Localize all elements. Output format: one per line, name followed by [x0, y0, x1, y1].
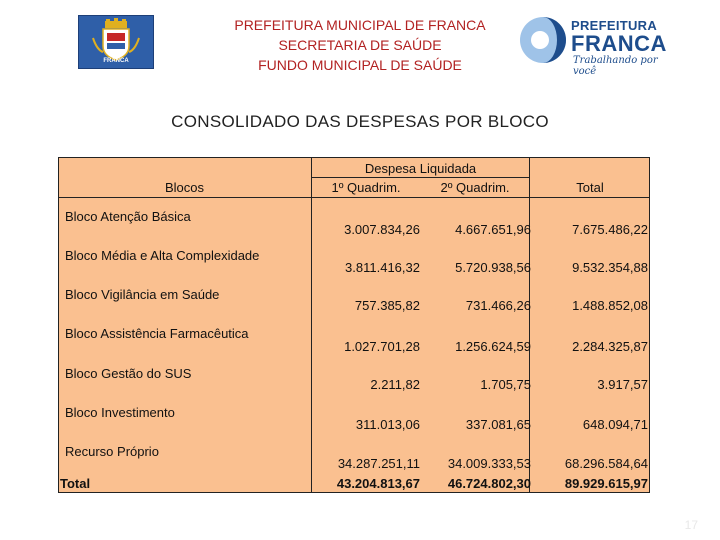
row-q1: 34.287.251,11	[337, 456, 420, 471]
crest-logo	[78, 15, 154, 69]
row-total: 9.532.354,88	[572, 260, 648, 275]
logo-line2: FRANCA	[571, 31, 667, 56]
total-label: Total	[60, 476, 91, 491]
header-q1: 1º Quadrim.	[331, 180, 401, 195]
row-q1: 3.811.416,32	[345, 260, 420, 275]
logo-tagline: Trabalhando por você	[573, 55, 658, 77]
row-total: 68.296.584,64	[564, 456, 648, 471]
row-total: 2.284.325,87	[572, 339, 648, 354]
row-total: 3.917,57	[597, 377, 648, 392]
row-total: 7.675.486,22	[572, 222, 648, 237]
row-q1: 757.385,82	[354, 298, 420, 313]
header-blocos: Blocos	[164, 180, 205, 195]
row-label: Bloco Assistência Farmacêutica	[65, 326, 249, 341]
row-label: Bloco Investimento	[65, 405, 175, 420]
row-q2: 5.720.938,56	[455, 260, 531, 275]
row-q1: 3.007.834,26	[344, 222, 420, 237]
franca-swirl-icon	[518, 15, 568, 65]
col-divider-blocos	[311, 157, 312, 493]
row-q1: 311.013,06	[355, 417, 420, 432]
row-label: Recurso Próprio	[65, 444, 159, 459]
table-top-border	[58, 157, 650, 158]
header-total: Total	[576, 180, 604, 195]
total-q1: 43.204.813,67	[336, 476, 420, 491]
col-divider-total	[529, 157, 530, 493]
row-label: Bloco Gestão do SUS	[65, 366, 192, 381]
row-q2: 1.705,75	[480, 377, 531, 392]
table-left-border	[58, 157, 59, 493]
total-q2: 46.724.802,30	[447, 476, 531, 491]
row-q2: 337.081,65	[465, 417, 531, 432]
row-label: Bloco Média e Alta Complexidade	[65, 248, 260, 263]
header-divider	[58, 197, 650, 198]
header-despesa-liquidada: Despesa Liquidada	[364, 161, 477, 176]
prefeitura-franca-logo	[518, 13, 667, 77]
slide-number: 17	[684, 518, 698, 532]
header-line-1: PREFEITURA MUNICIPAL DE FRANCA	[234, 17, 486, 33]
header-line-2: SECRETARIA DE SAÚDE	[278, 37, 442, 53]
row-label: Bloco Vigilância em Saúde	[65, 287, 220, 302]
group-header-divider	[311, 177, 529, 178]
row-q1: 1.027.701,28	[344, 339, 420, 354]
row-q1: 2.211,82	[370, 377, 420, 392]
table-right-border	[649, 157, 650, 493]
total-total: 89.929.615,97	[564, 476, 648, 491]
expense-table	[58, 157, 650, 493]
row-total: 648.094,71	[582, 417, 648, 432]
header-line-3: FUNDO MUNICIPAL DE SAÚDE	[258, 57, 462, 73]
row-q2: 4.667.651,96	[455, 222, 531, 237]
crest-text: FRANCA	[103, 58, 129, 64]
header-q2: 2º Quadrim.	[440, 180, 510, 195]
row-total: 1.488.852,08	[572, 298, 648, 313]
row-label: Bloco Atenção Básica	[65, 209, 191, 224]
logo-line1: PREFEITURA	[571, 18, 658, 33]
row-q2: 34.009.333,53	[447, 456, 531, 471]
row-q2: 1.256.624,59	[455, 339, 531, 354]
row-q2: 731.466,26	[465, 298, 531, 313]
table-bottom-border	[58, 492, 650, 493]
page-title: CONSOLIDADO DAS DESPESAS POR BLOCO	[171, 112, 549, 131]
